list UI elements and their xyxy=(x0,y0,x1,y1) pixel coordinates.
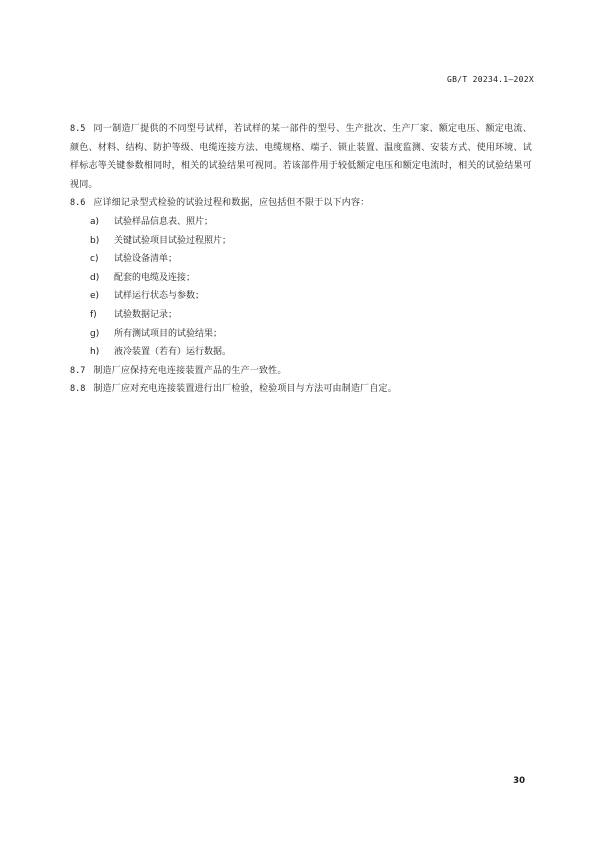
clause-text: 制造厂应对充电连接装置进行出厂检验，检验项目与方法可由制造厂自定。 xyxy=(93,384,397,395)
page-number: 30 xyxy=(513,776,525,786)
clause-8-7 xyxy=(70,362,532,381)
list-item xyxy=(90,232,532,251)
item-letter: e) xyxy=(90,291,100,302)
list-item xyxy=(90,287,532,306)
list-item xyxy=(90,325,532,344)
item-text: 试样运行状态与参数； xyxy=(114,291,205,302)
clause-text: 同一制造厂提供的不同型号试样，若试样的某一部件的型号、生产批次、生产厂家、额定电压、额定电流、颜色、材料、结构、防护等级、电缆连接方法、电缆规格、端子、锁止装置、温度监测、安装方式、使用环境、试样标志等关键参数相同时，相关的试验结果可视同。若该部件用于较低额定电压和额定电流时，相关的试验结果可视同。 xyxy=(70,124,532,190)
clause-number: 8.8 xyxy=(70,384,86,395)
item-text: 试验设备清单； xyxy=(114,254,178,265)
item-text: 试验样品信息表、照片； xyxy=(114,216,214,227)
item-text: 配套的电缆及连接； xyxy=(114,272,196,283)
standard-code: GB/T 20234.1—202X xyxy=(447,75,534,84)
item-text: 液冷装置（若有）运行数据。 xyxy=(114,347,232,358)
item-text: 关键试验项目试验过程照片； xyxy=(114,235,232,246)
record-content-list xyxy=(70,213,532,362)
clause-number: 8.5 xyxy=(70,124,86,134)
list-item xyxy=(90,269,532,288)
item-text: 所有测试项目的试验结果； xyxy=(114,328,223,339)
clause-number: 8.7 xyxy=(70,365,86,376)
clause-8-6 xyxy=(70,194,532,213)
list-item xyxy=(90,343,532,362)
list-item xyxy=(90,250,532,269)
item-letter: c) xyxy=(90,254,99,265)
list-item xyxy=(90,306,532,325)
item-text: 试验数据记录； xyxy=(114,309,178,320)
item-letter: b) xyxy=(90,235,100,246)
item-letter: g) xyxy=(90,328,100,339)
list-item xyxy=(90,213,532,232)
item-letter: a) xyxy=(90,216,100,227)
document-body xyxy=(70,120,532,399)
item-letter: f) xyxy=(90,309,97,320)
item-letter: h) xyxy=(90,347,100,358)
clause-number: 8.6 xyxy=(70,198,86,209)
clause-text: 应详细记录型式检验的试验过程和数据，应包括但不限于以下内容： xyxy=(93,198,370,209)
clause-text: 制造厂应保持充电连接装置产品的生产一致性。 xyxy=(93,365,287,376)
clause-8-8 xyxy=(70,380,532,399)
clause-8-5 xyxy=(70,120,532,194)
item-letter: d) xyxy=(90,272,100,283)
